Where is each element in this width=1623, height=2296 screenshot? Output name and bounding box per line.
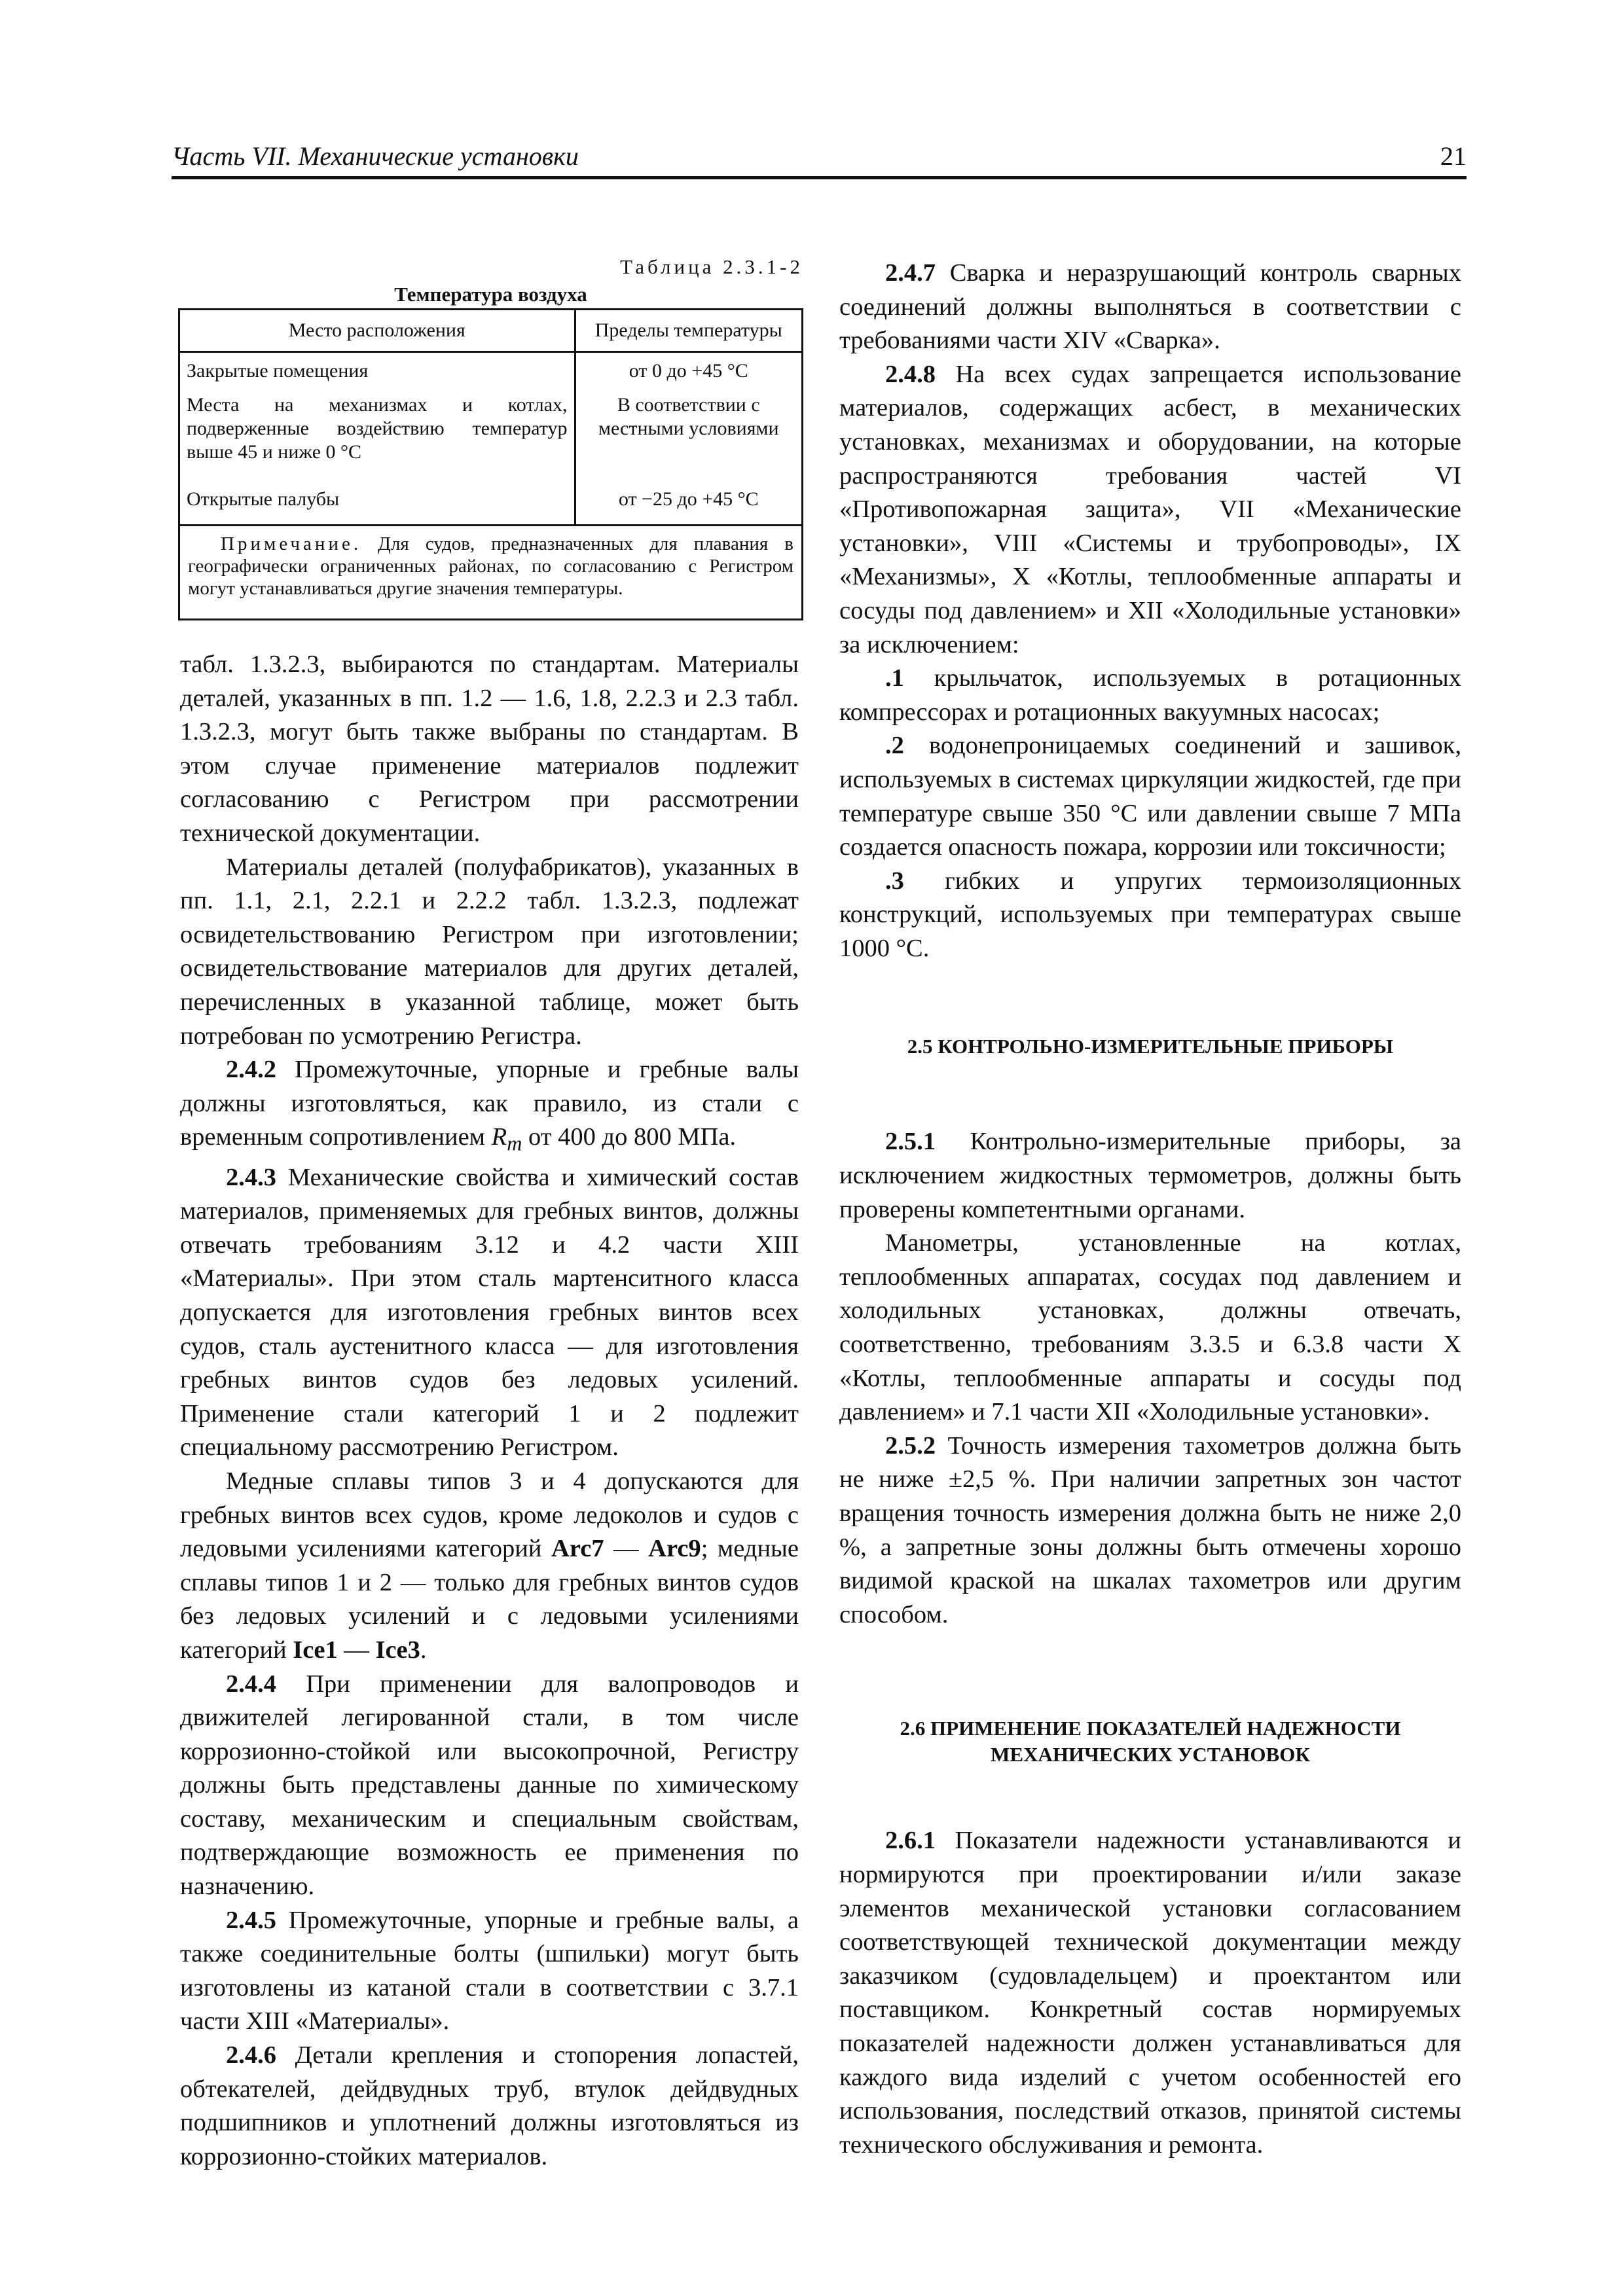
list-number: .1 (885, 664, 904, 692)
clause-number: 2.5.1 (885, 1128, 936, 1156)
clause-number: 2.5.2 (885, 1431, 936, 1460)
table-cell: Открытые палубы (179, 478, 575, 525)
clause-2-5-2: 2.5.2 Точность измерения тахометров должна быть не ниже ±2,5 %. При наличии запретных зон частот вращения точность измерения должна быть не ниже 2,0 %, а запретные зоны должны быть отмечены хорошо видимой краской на шкалах тахометров или другим способом. (839, 1431, 1461, 1628)
clause-2-4-5: 2.4.5 Промежуточные, упорные и гребные валы, а также соединительные болты (шпильки) могут быть изготовлены из катаной стали в соответствии с 3.7.1 части XIII «Материалы». (180, 1906, 799, 2036)
clause-2-4-7: 2.4.7 Сварка и неразрушающий контроль сварных соединений должны выполняться в соответствии с требованиями части XIV «Сварка». (839, 259, 1461, 355)
list-number: .2 (885, 732, 904, 760)
page-header (172, 140, 1467, 179)
table-note (179, 525, 803, 619)
table-row (179, 391, 803, 478)
table-cell: Закрытые помещения (179, 352, 575, 391)
clause-number: 2.4.8 (885, 360, 936, 388)
clause-2-4-3: 2.4.3 Механические свойства и химический состав материалов, применяемых для гребных винтов, должны отвечать требованиям 3.12 и 4.2 части XIII «Материалы». При этом сталь мартенситного класса допускается для изготовления гребных винтов всех судов, сталь аустенитного класса — для изготовления гребных винтов судов без ледовых усилений. Применение стали категорий 1 и 2 подлежит специальному рассмотрению Регистром. (180, 1163, 799, 1462)
clause-number: 2.4.2 (226, 1056, 276, 1084)
ice-class: Arc7 (551, 1535, 604, 1563)
table-row (179, 478, 803, 525)
air-temperature-table (178, 308, 803, 620)
paragraph: табл. 1.3.2.3, выбираются по стандартам. Материалы деталей, указанных в пп. 1.2 — 1.6, 1.8, 2.2.3 и 2.3 табл. 1.3.2.3, могут быть также выбраны по стандартам. В этом случае применение материалов подлежит согласованию с Регистром при рассмотрении технической документации. (180, 651, 799, 847)
clause-number: 2.4.3 (226, 1163, 276, 1191)
clause-number: 2.4.5 (226, 1906, 276, 1934)
page-number: 21 (1440, 141, 1467, 171)
section-heading-line: 2.6 ПРИМЕНЕНИЕ ПОКАЗАТЕЛЕЙ НАДЕЖНОСТИ (900, 1717, 1401, 1740)
right-column (839, 257, 1461, 2162)
table-note-label: Примечание. (221, 533, 362, 554)
clause-2-4-2: 2.4.2 Промежуточные, упорные и гребные валы должны изготовляться, как правило, из стали с временным сопротивлением $R_m$ от 400 до 800 МПа. (180, 1056, 799, 1155)
table-cell: от 0 до +45 °С (575, 352, 802, 391)
rm-symbol: R (491, 1123, 507, 1151)
table-cell: от −25 до +45 °С (575, 478, 802, 525)
section-heading-2-6 (839, 1715, 1461, 1768)
clause-number: 2.6.1 (885, 1827, 936, 1855)
paragraph: Медные сплавы типов 3 и 4 допускаются для гребных винтов всех судов, кроме ледоколов и судов с ледовыми усилениями категорий Arc7 — Arc9; медные сплавы типов 1 и 2 — только для гребных винтов судов без ледовых усилений и с ледовыми усилениями категорий Ice1 — Ice3. (180, 1467, 799, 1664)
table-number: Таблица 2.3.1-2 (620, 255, 803, 278)
table-note-text: Для судов, предназначенных для плавания в географически ограниченных районах, по согласованию с Регистром могут устанавливаться другие значения температуры. (188, 533, 793, 599)
list-item: .3 гибких и упругих термоизоляционных конструкций, используемых при температурах свыше 1000 °С. (839, 867, 1461, 962)
ice-class: Arc9 (648, 1535, 701, 1563)
column-header: Пределы температуры (575, 310, 802, 352)
table-header-row (179, 310, 803, 352)
paragraph: Манометры, установленные на котлах, теплообменных аппаратах, сосудах под давлением и холодильных установках, должны отвечать, соответственно, требованиям 3.3.5 и 6.3.8 части X «Котлы, теплообменные аппараты и сосуды под давлением» и 7.1 части XII «Холодильные установки». (839, 1229, 1461, 1426)
list-item: .2 водонепроницаемых соединений и зашивок, используемых в системах циркуляции жидкостей, где при температуре свыше 350 °С или давлении свыше 7 МПа создается опасность пожара, коррозии или токсичности; (839, 732, 1461, 861)
left-column (180, 648, 799, 2174)
table-title: Температура воздуха (394, 283, 587, 306)
section-heading-2-5: 2.5 КОНТРОЛЬНО-ИЗМЕРИТЕЛЬНЫЕ ПРИБОРЫ (907, 1035, 1394, 1058)
list-item: .1 крыльчаток, используемых в ротационных компрессорах и ротационных вакуумных насосах; (839, 664, 1461, 726)
clause-2-4-6: 2.4.6 Детали крепления и стопорения лопастей, обтекателей, дейдвудных труб, втулок дейдвудных подшипников и уплотнений должны изготовляться из коррозионно-стойких материалов. (180, 2041, 799, 2170)
table-cell: В соответствии с местными условиями (575, 391, 802, 478)
table-note-row (179, 525, 803, 619)
list-number: .3 (885, 867, 904, 895)
clause-2-4-8: 2.4.8 На всех судах запрещается использование материалов, содержащих асбест, в механических установках, механизмах и оборудовании, на которые распространяются требования частей VI «Противопожарная защита», VII «Механические установки», VIII «Системы и трубопроводы», IX «Механизмы», X «Котлы, теплообменные аппараты и сосуды под давлением» и XII «Холодильные установки» за исключением: (839, 360, 1461, 658)
section-heading-line: МЕХАНИЧЕСКИХ УСТАНОВОК (991, 1743, 1310, 1767)
paragraph: Материалы деталей (полуфабрикатов), указанных в пп. 1.1, 2.1, 2.2.1 и 2.2.2 табл. 1.3.2.3, подлежат освидетельствованию Регистром при изготовлении; освидетельствование материалов для других деталей, перечисленных в указанной таблице, может быть потребован по усмотрению Регистра. (180, 853, 799, 1050)
clause-number: 2.4.7 (885, 259, 936, 287)
ice-class: Ice3 (375, 1636, 420, 1664)
table-row (179, 352, 803, 391)
table-cell: Места на механизмах и котлах, подверженные воздействию температур выше 45 и ниже 0 °С (179, 391, 575, 478)
clause-2-4-4: 2.4.4 При применении для валопроводов и движителей легированной стали, в том числе коррозионно-стойкой или высокопрочной, Регистру должны быть представлены данные по химическому составу, механическим и специальным свойствам, подтверждающие возможность ее применения по назначению. (180, 1670, 799, 1901)
ice-class: Ice1 (293, 1636, 338, 1664)
clause-2-6-1: 2.6.1 Показатели надежности устанавливаются и нормируются при проектировании и/или заказе элементов механической установки согласованием соответствующей технической документации между заказчиком (судовладельцем) и проектантом или поставщиком. Конкретный состав нормируемых показателей надежности должен устанавливаться для каждого вида изделий с учетом особенностей его использования, последствий отказов, принятой системы технического обслуживания и ремонта. (839, 1827, 1461, 2159)
clause-number: 2.4.4 (226, 1670, 276, 1698)
running-title: Часть VII. Механические установки (172, 141, 579, 171)
clause-number: 2.4.6 (226, 2041, 276, 2070)
column-header: Место расположения (179, 310, 575, 352)
clause-2-5-1: 2.5.1 Контрольно-измерительные приборы, за исключением жидкостных термометров, должны быть проверены компетентными органами. (839, 1128, 1461, 1223)
table-caption (178, 254, 803, 306)
